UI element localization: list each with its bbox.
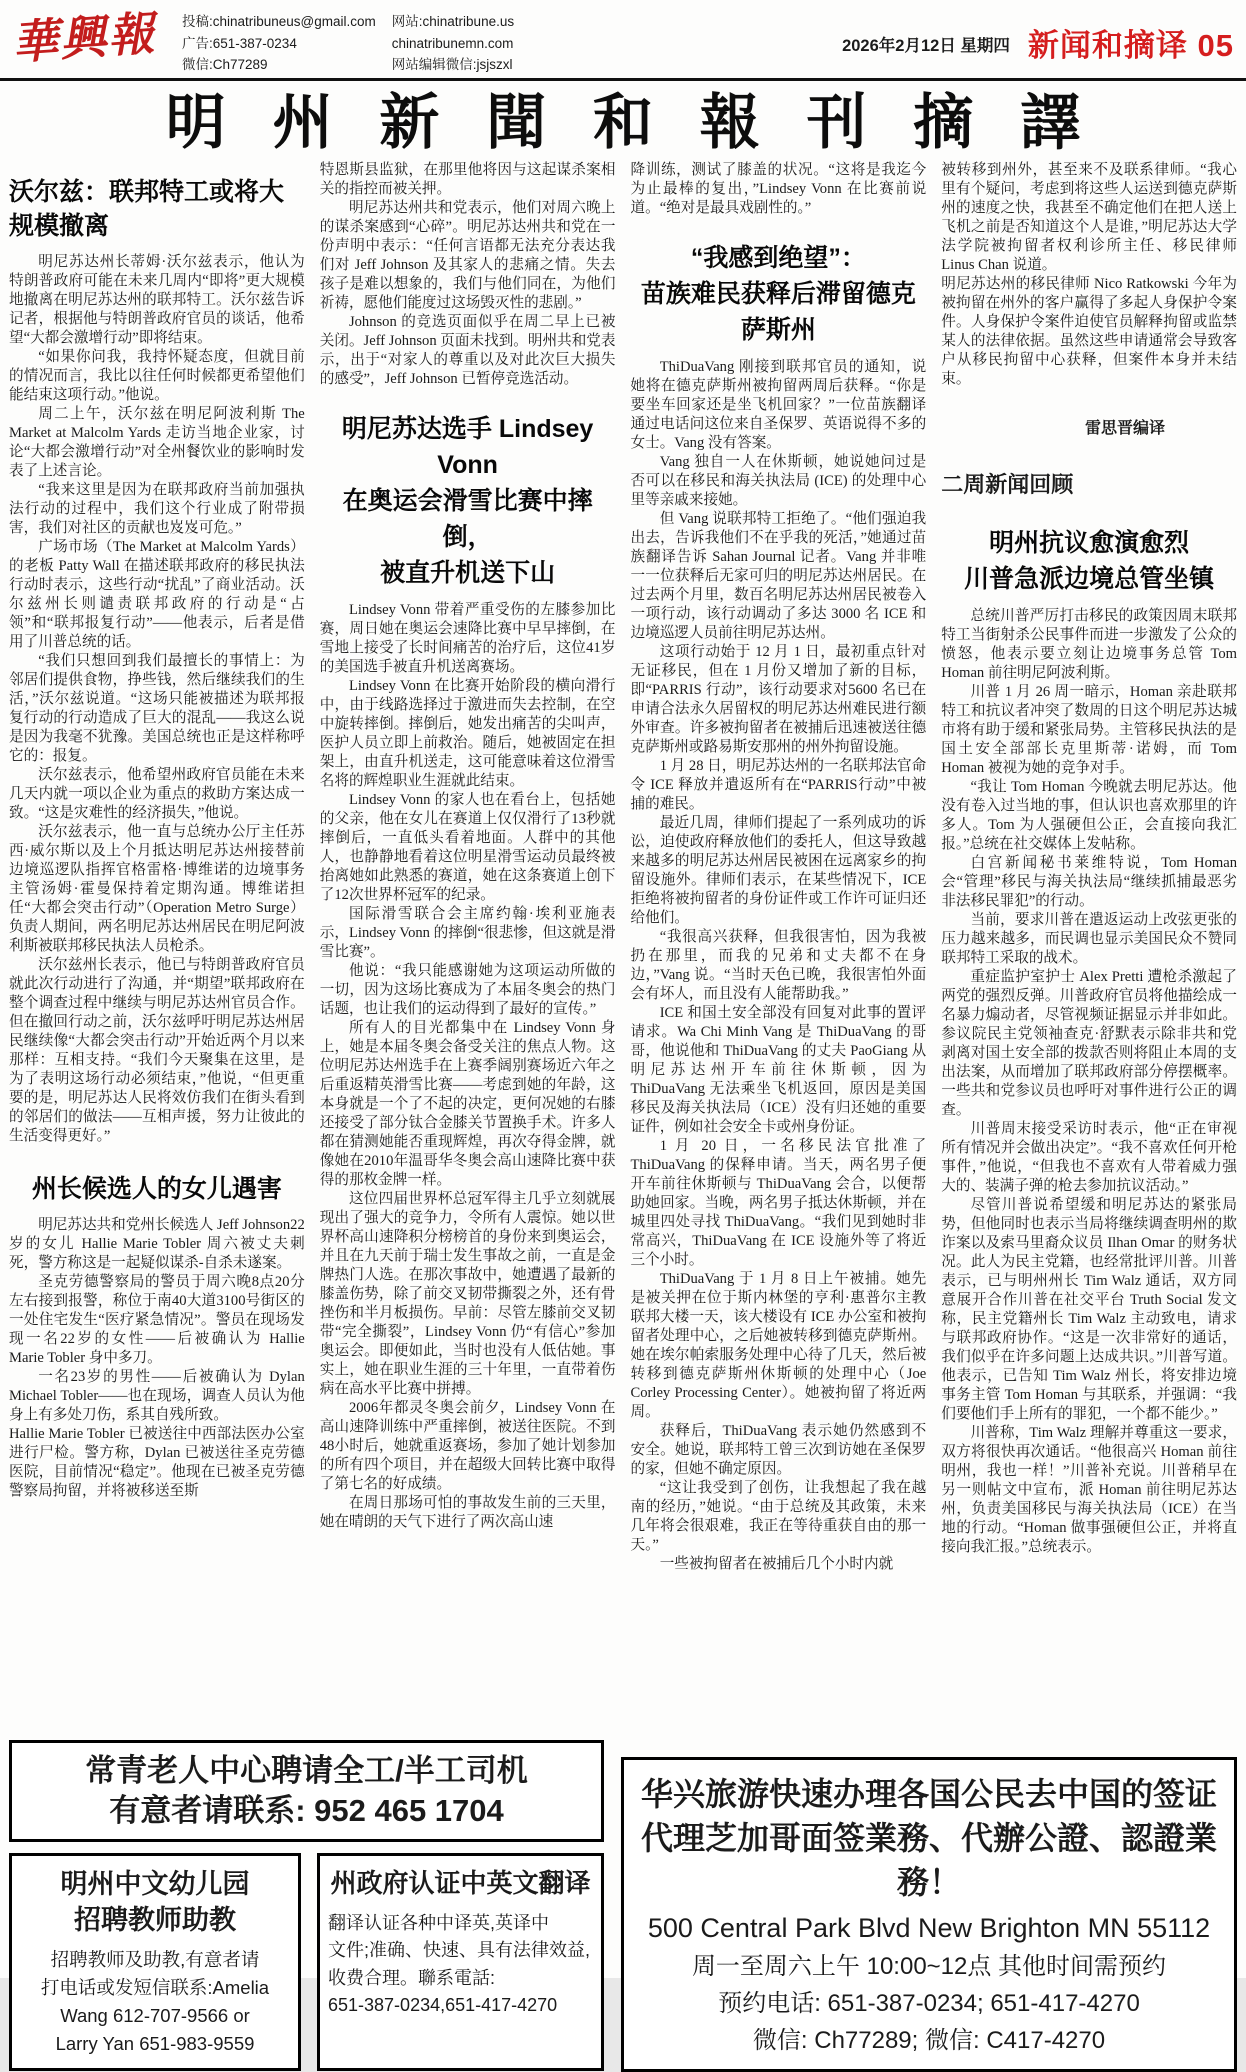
paragraph: 明尼苏达州长蒂姆·沃尔兹表示，他认为特朗普政府可能在未来几周内“即将”更大规模地撤离在明尼苏达州的联邦特工。沃尔兹告诉记者，根据他与特朗普政府官员的谈话，他希望“大都会激增行动”即将结束。 bbox=[9, 253, 305, 346]
article-vonn-continuation bbox=[631, 161, 927, 218]
paragraph: 降训练，测试了膝盖的状况。“这将是我迄今为止最棒的复出，”Lindsey Vonn 在比赛前说道。“绝对是最具戏剧性的。” bbox=[630, 161, 927, 216]
contact-info-left bbox=[182, 6, 376, 76]
contact-line: chinatribunemn.com bbox=[391, 35, 514, 51]
ad-body-line: Larry Yan 651-983-9559 bbox=[55, 2032, 255, 2054]
ads-left-group bbox=[9, 1740, 604, 2071]
paragraph: 尽管川普说希望缓和明尼苏达的紧张局势，但他同时也表示当局将继续调查明州的欺诈案以及索马里裔众议员 Ilhan Omar 的财务状况。此人为民主党籍，也经常批评川普。川普表示，已与明州州长 Tim Walz 通话，双方同意展开合作川普在社交平台 Truth Social 发文称，民主党籍州长 Tim Walz 主动致电，请求与联邦政府协作。“这是一次非常好的通话，我们似乎在许多问题上达成共识。”川普写道。他表示，已告知 Tim Walz 州长，将安排边境事务主管 Tom Homan 与其联系，并强调：“我们要他们手上所有的罪犯，一个都不能少。” bbox=[941, 1196, 1237, 1422]
paragraph: “我来这里是因为在联邦政府当前加强执法行动的过程中，我们这个行业成了附带损害，我们对社区的贡献也岌岌可危。” bbox=[9, 481, 305, 536]
paragraph: “我很高兴获释，但我很害怕，因为我被扔在那里，而我的兄弟和丈夫都不在身边，”Vang 说。“当时天色已晚，我很害怕外面会有坏人，而且没有人能帮助我。” bbox=[630, 928, 927, 1002]
contact-line: 网站编辑微信:jsjszxl bbox=[391, 57, 513, 73]
paragraph: 他说：“我只能感谢她为这项运动所做的一切，因为这场比赛成为了本届冬奥会的热门话题，也让我们的运动得到了最好的宣传。” bbox=[319, 962, 616, 1017]
title-line: 在奥运会滑雪比赛中摔倒， bbox=[342, 486, 593, 551]
contact-line: 投稿:chinatribuneus@gmail.com bbox=[182, 14, 376, 29]
advertisement-area bbox=[0, 1728, 1246, 2072]
page-section-label: 新闻和摘译 05 bbox=[1027, 28, 1234, 63]
paragraph: 特恩斯县监狱，在那里他将因与这起谋杀案相关的指控而被关押。 bbox=[319, 161, 616, 197]
ad-body-line: 招聘教师及助教,有意者请 bbox=[50, 1948, 260, 1970]
ad-body-line: 打电话或发短信联系:Amelia bbox=[40, 1976, 270, 1998]
paragraph: 获释后，ThiDuaVang 表示她仍然感到不安全。她说，联邦特工曾三次到访她在圣保罗的家，但她不确定原因。 bbox=[630, 1422, 927, 1477]
paragraph: 周二上午，沃尔兹在明尼阿波利斯 The Market at Malcolm Yards 走访当地企业家，讨论“大都会激增行动”对全州餐饮业的影响时发表了上述言论。 bbox=[9, 405, 305, 479]
ad-subheadline: 代理芝加哥面签業務、代辦公證、認證業務！ bbox=[640, 1819, 1217, 1900]
paragraph: 沃尔兹表示，他一直与总统办公厅主任苏西·威尔斯以及上个月抵达明尼苏达州接替前边境巡逻队指挥官格雷格·博维诺的边境事务主管汤姆·霍曼保持着定期沟通。博维诺担任“大都会突击行动”（Operation Metro Surge）负责人期间，两名明尼苏达州居民在明尼阿波利斯被联邦移民执法人员枪杀。 bbox=[9, 823, 305, 954]
ad-body-line: 文件;准确、快速、具有法律效益, bbox=[328, 1940, 591, 1961]
article-walz-body bbox=[9, 253, 305, 1146]
paragraph: 一名23岁的男性——后被确认为 Dylan Michael Tobler——也在现场，调查人员认为他身上有多处刀伤，系其自残所致。 bbox=[9, 1368, 305, 1423]
paragraph: “这让我受到了创伤，让我想起了我在越南的经历，”她说。“由于总统及其政策，未来几年将会很艰难，我正在等待重获自由的那一天。” bbox=[630, 1479, 927, 1553]
title-line: “我感到绝望”： bbox=[690, 243, 866, 272]
ad-hours: 周一至周六上午 10:00~12点 其他时间需预约 bbox=[691, 1952, 1167, 1980]
ad-headline: 常青老人中心聘请全工/半工司机 bbox=[85, 1752, 528, 1788]
paragraph: 1 月 20 日，一名移民法官批准了 ThiDuaVang 的保释申请。当天，两名男子便开车前往休斯顿与 ThiDuaVang 会合，以便帮助她回家。当晚，两名男子抵达休斯顿，并在城里四处寻找 ThiDuaVang。“我们见到她时非常高兴，ThiDuaVang 在 ICE 设施外等了将近三个小时。 bbox=[630, 1137, 927, 1268]
title-line: 川普急派边境总管坐镇 bbox=[964, 564, 1215, 593]
contact-line: 广告:651-387-0234 bbox=[182, 35, 297, 51]
paragraph: “我让 Tom Homan 今晚就去明尼苏达。他没有卷入过当地的事，但认识也喜欢那里的许多人。Tom 为人强硬但公正，会直接向我汇报。”总统在社交媒体上发帖称。 bbox=[941, 778, 1237, 852]
paragraph: Hallie Marie Tobler 已被送往中西部法医办公室进行尸检。警方称，Dylan 已被送往圣克劳德医院，目前情况“稳定”。他现在已被圣克劳德警察局拘留，并将被移送至斯 bbox=[9, 1425, 305, 1499]
paragraph: 明尼苏达共和党州长候选人 Jeff Johnson22 岁的女儿 Hallie Marie Tobler 周六被丈夫刺死，警方称这是一起疑似谋杀-自杀未遂案。 bbox=[9, 1216, 305, 1271]
title-line: 苗族难民获释后滞留德克萨斯州 bbox=[640, 279, 916, 344]
paragraph: 圣克劳德警察局的警员于周六晚8点20分左右接到报警，称位于南40大道3100号街区的一处住宅发生“医疗紧急情况”。警员在现场发现一名22岁的女性——后被确认为 Hallie Marie Tobler 身中多刀。 bbox=[9, 1273, 305, 1366]
title-line: 明州抗议愈演愈烈 bbox=[989, 528, 1190, 557]
contact-info-right bbox=[392, 6, 514, 76]
paragraph: 所有人的目光都集中在 Lindsey Vonn 身上，她是本届冬奥会备受关注的焦点人物。这位明尼苏达州选手在上赛季阔别赛场近六年之后重返精英滑雪比赛——考虑到她的年龄，这本身就是一个了不起的决定，更何况她的右膝还接受了部分钛合金膝关节置换手术。许多人都在猜测她能否重现辉煌，再次夺得金牌，就像她在2010年温哥华冬奥会高山速降比赛中获得的那枚金牌一样。 bbox=[319, 1019, 616, 1188]
article-protest-title bbox=[941, 525, 1237, 597]
paragraph: 被转移到州外，甚至来不及联系律师。“我心里有个疑问，考虑到将这些人运送到德克萨斯州的速度之快，我甚至不确定他们在把人送上飞机之前是否知道这个人是谁，”明尼苏达大学法学院被拘留者权利诊所主任、移民律师 Linus Chan 说道。 bbox=[941, 161, 1237, 273]
paragraph: Vang 独自一人在休斯顿，她说她问过是否可以在移民和海关执法局 (ICE) 的处理中心里等亲戚来接她。 bbox=[630, 453, 927, 508]
paragraph: ThiDuaVang 于 1 月 8 日上午被捕。她先是被关押在位于斯内林堡的亨利·惠普尔主教联邦大楼一天，该大楼设有 ICE 办公室和被拘留者处理中心，之后她被转移到德克萨斯州。她在埃尔帕索服务处理中心待了几天，然后被转移到德克萨斯州休斯顿的处理中心（Joe Corley Processing Center）。她被拘留了将近两周。 bbox=[630, 1270, 927, 1420]
paragraph: 在周日那场可怕的事故发生前的三天里，她在晴朗的天气下进行了两次高山速 bbox=[319, 1494, 616, 1530]
newspaper-header bbox=[0, 0, 1246, 81]
ad-body-line: 收费合理。聯系電話: bbox=[328, 1967, 496, 1988]
article-columns bbox=[0, 161, 1246, 1728]
ad-body-line: 651-387-0234,651-417-4270 bbox=[328, 1995, 558, 2016]
paragraph: 最近几周，律师们提起了一系列成功的诉讼，迫使政府释放他们的委托人，但这导致越来越多的明尼苏达州居民被困在远离家乡的拘留设施外。律师们表示，在某些情况下，ICE 拒绝将被拘留者的身份证件或工作许可证归还给他们。 bbox=[630, 814, 927, 926]
ad-body bbox=[18, 1946, 292, 2058]
article-walz-title: 沃尔兹：联邦特工或将大规模撤离 bbox=[9, 177, 285, 240]
paragraph: Lindsey Vonn 带着严重受伤的左膝参加比赛，周日她在奥运会速降比赛中早早摔倒，在雪地上接受了长时间痛苦的治疗后，这位41岁的美国选手被直升机送离赛场。 bbox=[319, 601, 616, 675]
paragraph: Johnson 的竞选页面似乎在周二早上已被关闭。Jeff Johnson 页面未找到。明州共和党表示，出于“对家人的尊重以及对此次巨大损失的感受”，Jeff Johnson 已暂停竞选活动。 bbox=[319, 313, 616, 387]
page-title: 明州新聞和報刊摘譯 bbox=[165, 89, 1127, 156]
issue-date: 2026年2月12日 星期四 bbox=[842, 37, 1010, 55]
article-vonn-body bbox=[320, 601, 616, 1532]
paragraph: ThiDuaVang 刚接到联邦官员的通知，说她将在德克萨斯州被拘留两周后获释。“你是要坐车回家还是坐飞机回家？”一位苗族翻译通过电话问这位来自圣保罗、英语说得不多的女士。Vang 没有答案。 bbox=[630, 358, 927, 451]
title-line: 被直升机送下山 bbox=[380, 558, 556, 587]
article-daughter-body bbox=[9, 1216, 305, 1501]
paragraph: ICE 和国土安全部没有回复对此事的置评请求。Wa Chi Minh Vang 是 ThiDuaVang 的哥哥，他说他和 ThiDuaVang 的丈夫 PaoGiang 从明尼苏达州开车前往休斯顿，因为 ThiDuaVang 无法乘坐飞机返回，原因是美国移民及海关执法局（ICE）没有归还她的重要证件，例如社会安全卡或州身份证。 bbox=[630, 1004, 927, 1135]
article-daughter-continuation bbox=[320, 161, 616, 389]
paragraph: “我们只想回到我们最擅长的事情上：为邻居们提供食物，挣些钱，然后继续我们的生活，”沃尔兹说道。“这场只能被描述为联邦报复行动的行动造成了巨大的混乱——我这么说是因为我毫不犹豫。美国总统也正是这样称呼它的：报复。 bbox=[9, 652, 305, 764]
article-vonn-title bbox=[320, 411, 616, 591]
paragraph: 总统川普严厉打击移民的政策因周末联邦特工当街射杀公民事件而进一步激发了公众的愤怒，他表示要立刻让边境事务总管 Tom Homan 前往明尼阿波利斯。 bbox=[941, 607, 1237, 681]
ad-body bbox=[328, 1910, 593, 2020]
article-hmong-body bbox=[631, 358, 927, 1574]
ad-body-line: 翻译认证各种中译英,英译中 bbox=[328, 1912, 549, 1933]
ad-phone: 预约电话: 651-387-0234; 651-417-4270 bbox=[718, 1989, 1140, 2017]
title-line: 明尼苏达选手 Lindsey Vonn bbox=[341, 414, 594, 479]
column-1 bbox=[9, 161, 305, 1728]
article-protest-body bbox=[941, 607, 1237, 1557]
ad-preschool-hiring bbox=[9, 1853, 301, 2071]
contact-line: 微信:Ch77289 bbox=[182, 57, 268, 73]
ad-body-line: Wang 612-707-9566 or bbox=[60, 2004, 250, 2026]
paragraph: 川普 1 月 26 周一暗示，Homan 亲赴联邦特工和抗议者冲突了数周的日这个明尼苏达城市将有助于缓和紧张局势。主管移民执法的是国土安全部部长克里斯蒂·诺姆，而 Tom Homan 被视为她的竞争对手。 bbox=[941, 683, 1237, 776]
paragraph: 沃尔兹州长表示，他已与特朗普政府官员就此次行动进行了沟通，并“期望”联邦政府在整个调查过程中继续与明尼苏达州官员合作。但在撤回行动之前，沃尔兹呼吁明尼苏达州居民继续像“大都会突击行动”开始近两个月以来那样：互相支持。“我们今天聚集在这里，是为了表明这场行动必须结束，”他说，“但更重要的是，明尼苏达人民将效仿我们在街头看到的邻居们的做法——互相声援，努力让彼此的生活变得更好。” bbox=[9, 956, 305, 1144]
ad-certified-translation bbox=[317, 1853, 604, 2071]
paragraph: 但 Vang 说联邦特工拒绝了。“他们强迫我出去，告诉我他们不在乎我的死活，”她通过苗族翻译告诉 Sahan Journal 记者。Vang 并非唯一一位获释后无家可归的明尼苏达州居民。在过去两个月里，数百名明尼苏达州居民被卷入一项行动，该行动调动了多达 3000 名 ICE 和边境巡逻人员前往明尼苏达州。 bbox=[630, 510, 927, 641]
ad-headline: 华兴旅游快速办理各国公民去中国的签证 bbox=[640, 1775, 1217, 1812]
ad-contact: 有意者请联系: 952 465 1704 bbox=[109, 1792, 504, 1828]
paragraph: 白宫新闻秘书莱维特说，Tom Homan 会“管理”移民与海关执法局“继续抓捕最恶劣非法移民罪犯”的行动。 bbox=[941, 854, 1237, 909]
section-biweekly-review: 二周新闻回顾 bbox=[941, 471, 1074, 497]
paragraph: Lindsey Vonn 在比赛开始阶段的横向滑行中，由于线路选择过于激进而失去控制，在空中旋转摔倒。摔倒后，她发出痛苦的尖叫声，医护人员立即上前救治。随后，她被固定在担架上，由直升机送走，这可能意味着这位滑雪名将的辉煌职业生涯就此结束。 bbox=[319, 677, 616, 789]
newspaper-logo: 華興報 bbox=[10, 5, 158, 70]
contact-line: 网站:chinatribune.us bbox=[391, 14, 515, 29]
paragraph: 这项行动始于 12 月 1 日，最初重点针对无证移民，但在 1 月份又增加了新的目标，即“PARRIS 行动”，该行动要求对5600 名已在申请合法永久居留权的明尼苏达州难民进行额外审查。许多被拘留者在被捕后迅速被送往德克萨斯州或路易斯安那州的州外拘留设施。 bbox=[630, 643, 927, 755]
ad-travel-visa bbox=[621, 1757, 1237, 2072]
paragraph: 2006年都灵冬奥会前夕，Lindsey Vonn 在高山速降训练中严重摔倒，被送往医院。不到48小时后，她就重返赛场，参加了她计划参加的所有四个项目，并在超级大回转比赛中取得了第七名的好成绩。 bbox=[319, 1399, 616, 1492]
paragraph: 川普称，Tim Walz 理解并尊重这一要求，双方将很快再次通话。“他很高兴 Homan 前往明州，我也一样！”川普补充说。川普稍早在另一则帖文中宣布，派 Homan 前往明尼苏达州，负责美国移民与海关执法局（ICE）在当地的行动。“Homan 做事强硬但公正，并将直接向我汇报。”总统表示。 bbox=[941, 1424, 1237, 1555]
paragraph: 一些被拘留者在被捕后几个小时内就 bbox=[659, 1555, 894, 1572]
translator-byline: 雷思晋编译 bbox=[1084, 419, 1165, 437]
paragraph: 当前，要求川普在遣返运动上改弦更张的压力越来越多，而民调也显示美国民众不赞同联邦特工采取的战术。 bbox=[941, 911, 1237, 966]
paragraph: 明尼苏达州共和党表示，他们对周六晚上的谋杀案感到“心碎”。明尼苏达州共和党在一份声明中表示：“任何言语都无法充分表达我们对 Jeff Johnson 及其家人的悲痛之情。失去孩子是难以想象的，我们与他们同在，为他们祈祷，愿他们能度过这场毁灭性的悲剧。” bbox=[319, 199, 616, 311]
column-2 bbox=[320, 161, 616, 1728]
paragraph: 广场市场（The Market at Malcolm Yards）的老板 Patty Wall 在描述联邦政府的移民执法行动时表示，这些行动“扰乱”了商业活动。沃尔兹州长则谴责联邦政府的行动是“占领”和“联邦报复行动”——他表示，后者是借用了川普总统的话。 bbox=[9, 538, 305, 650]
paragraph: “如果你问我，我持怀疑态度，但就目前的情况而言，我比以往任何时候都更希望他们能结束这项行动。”他说。 bbox=[9, 348, 305, 403]
ad-address: 500 Central Park Blvd New Brighton MN 55112 bbox=[647, 1912, 1211, 1943]
ad-evergreen-driver bbox=[9, 1740, 604, 1842]
article-hmong-title bbox=[631, 240, 927, 348]
ad-wechat: 微信: Ch77289; 微信: C417-4270 bbox=[752, 2026, 1106, 2054]
column-3 bbox=[631, 161, 927, 1728]
article-hmong-continuation bbox=[941, 161, 1237, 389]
paragraph: Lindsey Vonn 的家人也在看台上，包括她的父亲，他在女儿在赛道上仅仅滑行了13秒就摔倒后，一直低头看着地面。人群中的其他人，也静静地看着这位明星滑雪运动员最终被抬离她如此熟悉的赛道，她在这条赛道上创下了12次世界杯冠军的纪录。 bbox=[319, 791, 616, 903]
ads-left-row bbox=[9, 1853, 604, 2071]
ad-title bbox=[18, 1866, 292, 1938]
article-daughter-title: 州长候选人的女儿遇害 bbox=[31, 1174, 282, 1203]
paragraph: 沃尔兹表示，他希望州政府官员能在未来几天内就一项以企业为重点的救助方案达成一致。“这是灾难性的经济损失，”他说。 bbox=[9, 766, 305, 821]
paragraph: 这位四届世界杯总冠军得主几乎立刻就展现出了强大的竞争力，令所有人震惊。她以世界杯高山速降积分榜榜首的身份来到奥运会，并且在九天前于瑞士发生事故之前，一直是金牌热门人选。在那次事故中，她遭遇了最新的膝盖伤势，除了前交叉韧带撕裂之外，还有骨挫伤和半月板损伤。早前：尽管左膝前交叉韧带“完全撕裂”，Lindsey Vonn 仍“有信心”参加奥运会。即便如此，当时也没有人低估她。事实上，她在职业生涯的三十年里，一直带着伤病在高水平比赛中拼搏。 bbox=[319, 1190, 616, 1397]
paragraph: 川普周末接受采访时表示，他“正在审视所有情况并会做出决定”。“我不喜欢任何开枪事件，”他说，“但我也不喜欢有人带着威力强大的、装满子弹的枪去参加抗议活动。” bbox=[941, 1120, 1237, 1194]
paragraph: 国际滑雪联合会主席约翰·埃利亚施表示，Lindsey Vonn 的摔倒“很悲惨，但这就是滑雪比赛”。 bbox=[319, 905, 616, 960]
paragraph: 重症监护室护士 Alex Pretti 遭枪杀激起了两党的强烈反弹。川普政府官员将他描绘成一名暴力煽动者，尽管视频证据显示并非如此。参议院民主党领袖查克·舒默表示除非共和党剥离对国土安全部的拨款否则将阻止本周的支出法案，从而增加了联邦政府部分停摆概率。一些共和党参议员也呼吁对事件进行公正的调查。 bbox=[941, 968, 1237, 1118]
paragraph: 1 月 28 日，明尼苏达州的一名联邦法官命令 ICE 释放并遣返所有在“PARRIS行动”中被捕的难民。 bbox=[630, 757, 927, 812]
ad-title: 州政府认证中英文翻译 bbox=[330, 1867, 591, 1898]
paragraph: 明尼苏达州的移民律师 Nico Ratkowski 今年为被拘留在州外的客户赢得了多起人身保护令案件。人身保护令案件迫使官员解释拘留或监禁某人的法律依据。虽然这些申请通常会导致客户从移民拘留中心获释，但案件本身并未结束。 bbox=[941, 275, 1237, 387]
ad-title-line: 招聘教师助教 bbox=[74, 1904, 236, 1935]
ad-title-line: 明州中文幼儿园 bbox=[60, 1868, 250, 1899]
column-4 bbox=[941, 161, 1237, 1728]
